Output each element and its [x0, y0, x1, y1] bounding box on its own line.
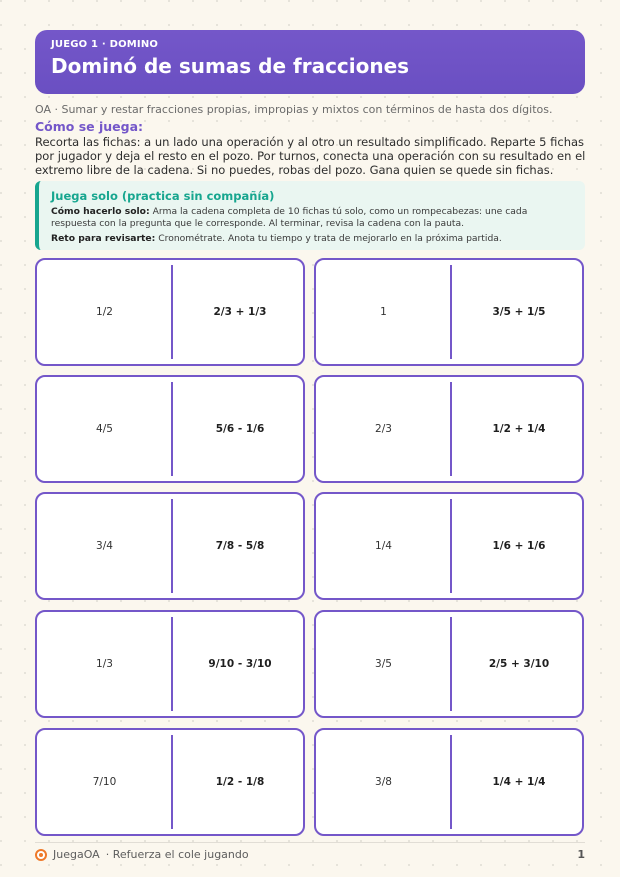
tile-operation: 1/6 + 1/6	[492, 540, 546, 552]
tile-result: 1/2	[96, 306, 113, 318]
page-footer	[35, 842, 585, 864]
tile-operation: 2/5 + 3/10	[488, 658, 550, 670]
footer-brand	[35, 848, 249, 861]
tile-operation: 5/6 - 1/6	[215, 423, 265, 435]
tile-result: 1	[380, 306, 387, 318]
domino-tile[interactable]	[314, 258, 584, 366]
footer-brand-name: JuegaOA	[53, 848, 100, 861]
solo-challenge-line	[51, 233, 573, 245]
domino-tile[interactable]	[35, 610, 305, 718]
domino-tile[interactable]	[35, 258, 305, 366]
tile-operation: 7/8 - 5/8	[215, 540, 265, 552]
tile-operation: 9/10 - 3/10	[208, 658, 272, 670]
tile-result: 1/3	[96, 658, 113, 670]
domino-tile[interactable]	[35, 492, 305, 600]
tile-result: 3/5	[375, 658, 392, 670]
tile-operation: 1/2 - 1/8	[215, 776, 265, 788]
tile-result: 7/10	[92, 776, 117, 788]
how-to-play-text: Recorta las fichas: a un lado una operación y al otro un resultado simplificado. Reparte 5 fichas por jugador y deja el resto en el pozo. Por turnos, conecta una operación con su resultado en el extremo libre de la cadena. Si no puedes, robas del pozo. Gana quien se quede sin fichas.	[35, 135, 586, 177]
tile-result: 3/4	[96, 540, 113, 552]
how-to-play-title: Cómo se juega:	[35, 119, 144, 134]
domino-tile[interactable]	[314, 375, 584, 483]
domino-grid	[35, 258, 585, 837]
domino-tile[interactable]	[35, 728, 305, 836]
solo-challenge-label: Reto para revisarte:	[51, 233, 156, 244]
tile-result: 2/3	[375, 423, 392, 435]
tile-operation: 1/4 + 1/4	[492, 776, 546, 788]
tile-result: 4/5	[96, 423, 113, 435]
solo-challenge-text: Cronométrate. Anota tu tiempo y trata de mejorarlo en la próxima partida.	[155, 233, 502, 244]
page-number: 1	[577, 848, 585, 861]
solo-how-text: Arma la cadena completa de 10 fichas tú solo, como un rompecabezas: une cada respuesta con la pregunta que le corresponde. Al terminar, revisa la cadena con la pauta.	[51, 206, 528, 229]
footer-tagline: · Refuerza el cole jugando	[105, 848, 249, 861]
game-header	[35, 30, 585, 94]
domino-tile[interactable]	[35, 375, 305, 483]
domino-tile[interactable]	[314, 728, 584, 836]
solo-title: Juega solo (practica sin compañía)	[51, 189, 275, 203]
solo-how-label: Cómo hacerlo solo:	[51, 206, 150, 217]
tile-result: 1/4	[375, 540, 392, 552]
domino-tile[interactable]	[314, 492, 584, 600]
tile-operation: 3/5 + 1/5	[492, 306, 546, 318]
game-kicker: JUEGO 1 · DOMINO	[51, 39, 159, 50]
tile-result: 3/8	[375, 776, 392, 788]
tile-operation: 1/2 + 1/4	[492, 423, 546, 435]
learning-objective: OA · Sumar y restar fracciones propias, impropias y mixtos con términos de hasta dos dígitos.	[35, 103, 553, 116]
solo-practice-box	[35, 181, 585, 250]
solo-how-line	[51, 206, 573, 230]
game-title: Dominó de sumas de fracciones	[51, 54, 410, 78]
brand-logo-icon	[35, 849, 47, 861]
domino-tile[interactable]	[314, 610, 584, 718]
tile-operation: 2/3 + 1/3	[213, 306, 267, 318]
